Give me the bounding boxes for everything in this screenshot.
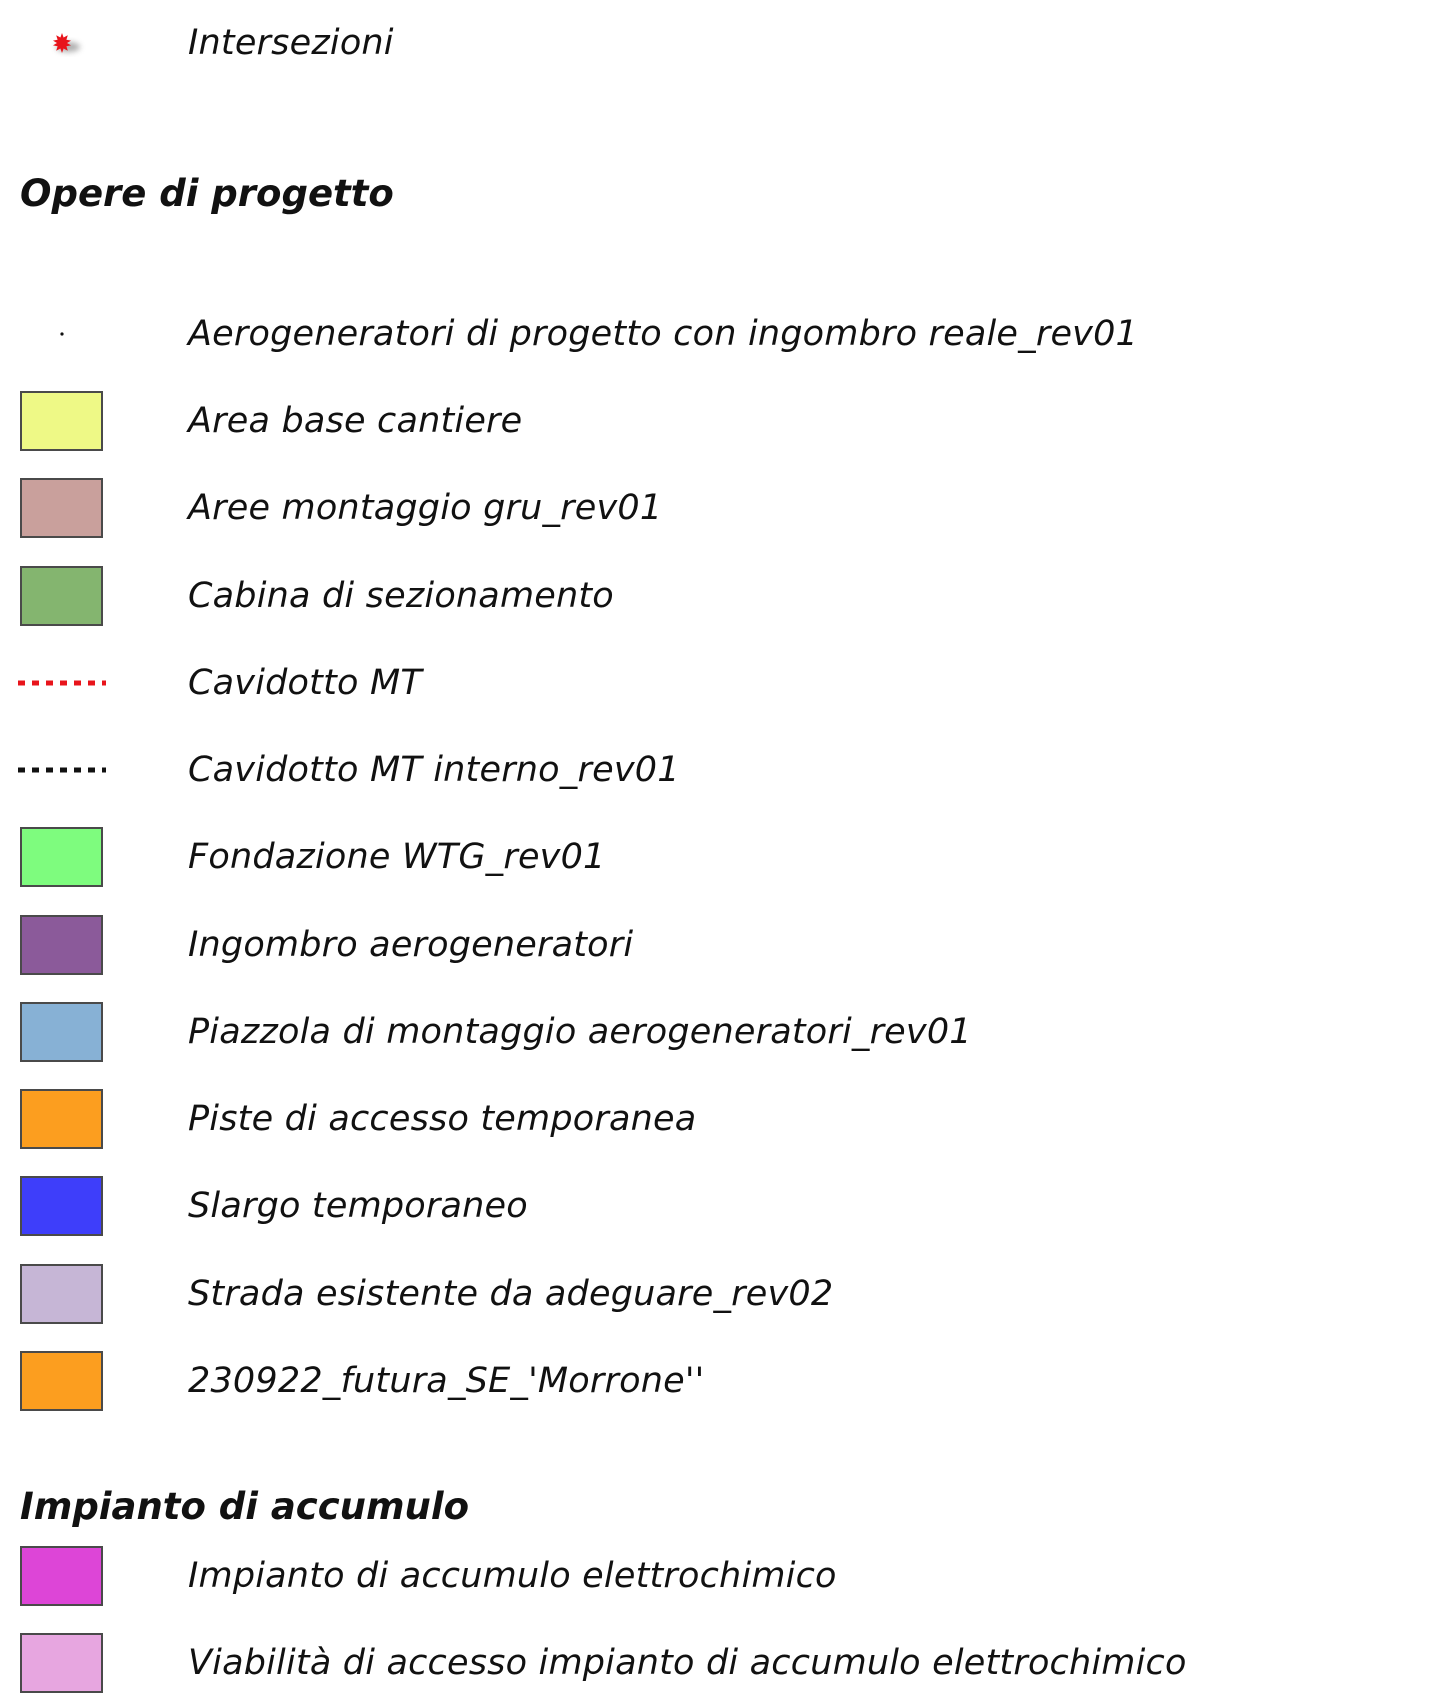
legend-item-aerogeneratori-di-progetto-con-ingombro-reale-rev01 bbox=[0, 298, 1449, 370]
legend-item-230922-futura-se-morrone bbox=[0, 1345, 1449, 1417]
red-star-marker-icon bbox=[14, 23, 110, 63]
legend-item-piazzola-di-montaggio-aerogeneratori-rev01 bbox=[0, 996, 1449, 1068]
legend-item-strada-esistente-da-adeguare-rev02 bbox=[0, 1258, 1449, 1330]
legend-label: Cavidotto MT bbox=[188, 663, 422, 703]
legend-swatch bbox=[20, 827, 103, 887]
legend-label: Impianto di accumulo elettrochimico bbox=[188, 1556, 837, 1596]
legend-item-aree-montaggio-gru-rev01 bbox=[0, 472, 1449, 544]
legend-label: Aerogeneratori di progetto con ingombro reale_rev01 bbox=[188, 314, 1139, 354]
legend-item-cabina-di-sezionamento bbox=[0, 560, 1449, 632]
legend-item-slargo-temporaneo bbox=[0, 1170, 1449, 1242]
legend-label: Cabina di sezionamento bbox=[188, 576, 614, 616]
legend-label: Aree montaggio gru_rev01 bbox=[188, 488, 663, 528]
legend-item-fondazione-wtg-rev01 bbox=[0, 821, 1449, 893]
legend-item-cavidotto-mt-interno-rev01 bbox=[0, 734, 1449, 806]
legend-swatch bbox=[20, 1002, 103, 1062]
legend-label: Viabilità di accesso impianto di accumulo elettrochimico bbox=[188, 1643, 1187, 1683]
legend-label: Piste di accesso temporanea bbox=[188, 1099, 697, 1139]
legend-swatch bbox=[20, 566, 103, 626]
legend-swatch bbox=[20, 915, 103, 975]
legend-swatch bbox=[20, 391, 103, 451]
legend-swatch bbox=[20, 1176, 103, 1236]
legend-item-piste-di-accesso-temporanea bbox=[0, 1083, 1449, 1155]
legend-swatch bbox=[20, 478, 103, 538]
legend-label: Slargo temporaneo bbox=[188, 1186, 528, 1226]
legend-swatch bbox=[20, 1633, 103, 1693]
legend-label: Fondazione WTG_rev01 bbox=[188, 837, 606, 877]
dashed-line-icon bbox=[14, 673, 110, 693]
legend-label: Intersezioni bbox=[188, 23, 394, 63]
legend-label: 230922_futura_SE_'Morrone'' bbox=[188, 1361, 705, 1401]
legend-swatch bbox=[20, 1351, 103, 1411]
legend-item-cavidotto-mt bbox=[0, 647, 1449, 719]
legend-swatch bbox=[20, 1264, 103, 1324]
legend-label: Ingombro aerogeneratori bbox=[188, 925, 634, 965]
legend-swatch bbox=[20, 1089, 103, 1149]
legend-item-ingombro-aerogeneratori bbox=[0, 909, 1449, 981]
legend-swatch bbox=[20, 1546, 103, 1606]
legend-item-area-base-cantiere bbox=[0, 385, 1449, 457]
legend-label: Piazzola di montaggio aerogeneratori_rev01 bbox=[188, 1012, 972, 1052]
point-marker-icon bbox=[14, 324, 110, 344]
legend-item-impianto-di-accumulo-elettrochimico bbox=[0, 1540, 1449, 1612]
legend-item-viabilit-di-accesso-impianto-di-accumulo-elettrochimico bbox=[0, 1627, 1449, 1699]
section-heading-accumulo: Impianto di accumulo bbox=[20, 1485, 470, 1528]
legend-item-intersezioni bbox=[0, 7, 1449, 79]
section-heading-opere: Opere di progetto bbox=[20, 172, 394, 215]
legend-label: Area base cantiere bbox=[188, 401, 523, 441]
dashed-line-icon bbox=[14, 760, 110, 780]
legend-label: Cavidotto MT interno_rev01 bbox=[188, 750, 680, 790]
legend-label: Strada esistente da adeguare_rev02 bbox=[188, 1274, 834, 1314]
